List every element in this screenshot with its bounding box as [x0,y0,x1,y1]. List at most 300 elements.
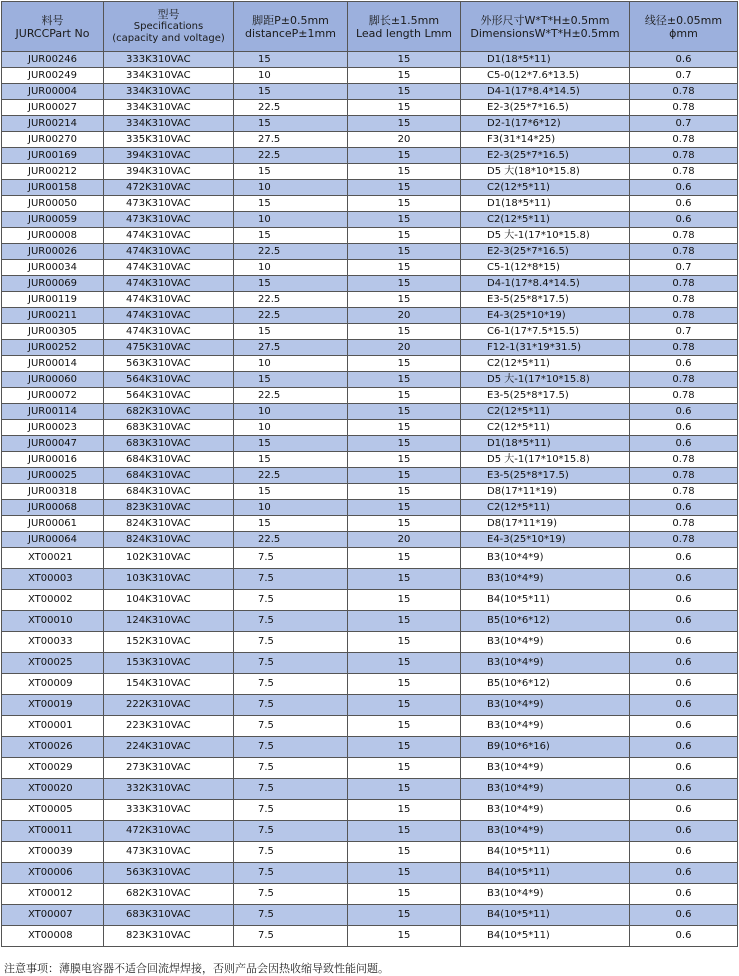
dimensions-cell: B4(10*5*11) [461,590,630,611]
wire-diameter-cell: 0.78 [630,452,738,468]
spec-cell: 474K310VAC [104,292,234,308]
pin-distance-cell: 7.5 [234,548,348,569]
lead-length-cell: 15 [348,276,461,292]
table-row [2,164,738,180]
dimensions-cell: D5 大-1(17*10*15.8) [461,452,630,468]
wire-diameter-cell: 0.6 [630,674,738,695]
spec-cell: 564K310VAC [104,388,234,404]
table-row [2,516,738,532]
lead-length-cell: 15 [348,548,461,569]
lead-length-cell: 15 [348,388,461,404]
dimensions-cell: B3(10*4*9) [461,569,630,590]
lead-length-cell: 15 [348,244,461,260]
lead-length-cell: 15 [348,716,461,737]
dimensions-cell: D5 大-1(17*10*15.8) [461,372,630,388]
dimensions-cell: E2-3(25*7*16.5) [461,148,630,164]
pin-distance-cell: 10 [234,212,348,228]
wire-diameter-cell: 0.78 [630,276,738,292]
dimensions-cell: C2(12*5*11) [461,356,630,372]
pin-distance-cell: 7.5 [234,758,348,779]
spec-cell: 334K310VAC [104,100,234,116]
dimensions-cell: B3(10*4*9) [461,548,630,569]
lead-length-cell: 15 [348,842,461,863]
spec-cell: 152K310VAC [104,632,234,653]
table-row [2,180,738,196]
wire-diameter-cell: 0.6 [630,716,738,737]
part-no-cell: JUR00061 [2,516,104,532]
table-row [2,420,738,436]
dimensions-cell: B3(10*4*9) [461,653,630,674]
lead-length-cell: 15 [348,180,461,196]
part-no-cell: JUR00069 [2,276,104,292]
spec-cell: 222K310VAC [104,695,234,716]
table-row [2,737,738,758]
dimensions-cell: B4(10*5*11) [461,926,630,947]
pin-distance-cell: 22.5 [234,308,348,324]
lead-length-cell: 15 [348,52,461,68]
table-row [2,695,738,716]
spec-cell: 563K310VAC [104,863,234,884]
part-no-cell: JUR00119 [2,292,104,308]
dimensions-cell: B3(10*4*9) [461,884,630,905]
spec-cell: 474K310VAC [104,276,234,292]
spec-cell: 683K310VAC [104,905,234,926]
spec-cell: 334K310VAC [104,68,234,84]
table-row [2,356,738,372]
wire-diameter-cell: 0.7 [630,116,738,132]
spec-cell: 333K310VAC [104,800,234,821]
dimensions-cell: D4-1(17*8.4*14.5) [461,84,630,100]
dimensions-cell: E3-5(25*8*17.5) [461,468,630,484]
dimensions-cell: F3(31*14*25) [461,132,630,148]
pin-distance-cell: 22.5 [234,388,348,404]
dimensions-cell: B5(10*6*12) [461,611,630,632]
pin-distance-cell: 7.5 [234,611,348,632]
header-part-no-en: JURCCPart No [15,26,90,40]
pin-distance-cell: 7.5 [234,842,348,863]
header-spec-cn: 型号 [157,8,180,21]
pin-distance-cell: 15 [234,324,348,340]
table-row [2,68,738,84]
part-no-cell: XT00012 [2,884,104,905]
pin-distance-cell: 7.5 [234,632,348,653]
capacitor-spec-table [1,1,738,947]
part-no-cell: JUR00072 [2,388,104,404]
part-no-cell: JUR00249 [2,68,104,84]
part-no-cell: JUR00169 [2,148,104,164]
header-part-no-cn: 料号 [41,13,64,27]
part-no-cell: XT00021 [2,548,104,569]
dimensions-cell: C2(12*5*11) [461,420,630,436]
lead-length-cell: 15 [348,164,461,180]
spec-cell: 474K310VAC [104,308,234,324]
lead-length-cell: 15 [348,632,461,653]
table-row [2,632,738,653]
table-row [2,779,738,800]
wire-diameter-cell: 0.6 [630,695,738,716]
lead-length-cell: 15 [348,905,461,926]
lead-length-cell: 15 [348,324,461,340]
part-no-cell: XT00003 [2,569,104,590]
part-no-cell: JUR00158 [2,180,104,196]
wire-diameter-cell: 0.78 [630,516,738,532]
wire-diameter-cell: 0.6 [630,800,738,821]
header-dimensions-cn: 外形尺寸W*T*H±0.5mm [480,13,610,27]
part-no-cell: XT00001 [2,716,104,737]
pin-distance-cell: 10 [234,500,348,516]
lead-length-cell: 15 [348,292,461,308]
part-no-cell: JUR00034 [2,260,104,276]
spec-cell: 474K310VAC [104,228,234,244]
spec-cell: 824K310VAC [104,516,234,532]
part-no-cell: XT00011 [2,821,104,842]
part-no-cell: JUR00305 [2,324,104,340]
lead-length-cell: 15 [348,356,461,372]
lead-length-cell: 15 [348,436,461,452]
table-row [2,132,738,148]
spec-cell: 474K310VAC [104,324,234,340]
part-no-cell: JUR00025 [2,468,104,484]
wire-diameter-cell: 0.78 [630,292,738,308]
spec-cell: 223K310VAC [104,716,234,737]
lead-length-cell: 15 [348,404,461,420]
lead-length-cell: 15 [348,372,461,388]
spec-cell: 473K310VAC [104,842,234,863]
lead-length-cell: 15 [348,516,461,532]
dimensions-cell: D1(18*5*11) [461,436,630,452]
header-pin-distance-en: distanceP±1mm [245,26,336,40]
part-no-cell: JUR00214 [2,116,104,132]
lead-length-cell: 15 [348,758,461,779]
pin-distance-cell: 7.5 [234,737,348,758]
wire-diameter-cell: 0.78 [630,468,738,484]
pin-distance-cell: 15 [234,276,348,292]
header-lead-length-en: Lead length Lmm [355,26,453,40]
part-no-cell: XT00005 [2,800,104,821]
dimensions-cell: B5(10*6*12) [461,674,630,695]
wire-diameter-cell: 0.6 [630,905,738,926]
spec-cell: 823K310VAC [104,500,234,516]
dimensions-cell: B4(10*5*11) [461,863,630,884]
table-row [2,653,738,674]
pin-distance-cell: 22.5 [234,532,348,548]
part-no-cell: JUR00211 [2,308,104,324]
header-dimensions-en: DimensionsW*T*H±0.5mm [470,26,620,40]
wire-diameter-cell: 0.6 [630,196,738,212]
part-no-cell: JUR00014 [2,356,104,372]
wire-diameter-cell: 0.78 [630,388,738,404]
pin-distance-cell: 15 [234,516,348,532]
part-no-cell: XT00026 [2,737,104,758]
wire-diameter-cell: 0.6 [630,356,738,372]
pin-distance-cell: 7.5 [234,653,348,674]
wire-diameter-cell: 0.78 [630,532,738,548]
lead-length-cell: 15 [348,569,461,590]
spec-cell: 472K310VAC [104,180,234,196]
wire-diameter-cell: 0.78 [630,228,738,244]
wire-diameter-cell: 0.78 [630,484,738,500]
table-row [2,548,738,569]
spec-cell: 564K310VAC [104,372,234,388]
pin-distance-cell: 15 [234,484,348,500]
dimensions-cell: C5-0(12*7.6*13.5) [461,68,630,84]
lead-length-cell: 20 [348,340,461,356]
pin-distance-cell: 10 [234,356,348,372]
table-row [2,116,738,132]
pin-distance-cell: 7.5 [234,926,348,947]
part-no-cell: XT00039 [2,842,104,863]
wire-diameter-cell: 0.6 [630,653,738,674]
spec-cell: 563K310VAC [104,356,234,372]
wire-diameter-cell: 0.78 [630,372,738,388]
part-no-cell: JUR00026 [2,244,104,260]
lead-length-cell: 15 [348,116,461,132]
part-no-cell: JUR00318 [2,484,104,500]
wire-diameter-cell: 0.78 [630,132,738,148]
lead-length-cell: 15 [348,884,461,905]
pin-distance-cell: 10 [234,260,348,276]
dimensions-cell: B4(10*5*11) [461,842,630,863]
table-row [2,84,738,100]
part-no-cell: XT00006 [2,863,104,884]
dimensions-cell: E3-5(25*8*17.5) [461,292,630,308]
wire-diameter-cell: 0.6 [630,404,738,420]
part-no-cell: XT00019 [2,695,104,716]
pin-distance-cell: 22.5 [234,148,348,164]
part-no-cell: JUR00023 [2,420,104,436]
pin-distance-cell: 7.5 [234,884,348,905]
table-row [2,590,738,611]
part-no-cell: JUR00050 [2,196,104,212]
wire-diameter-cell: 0.6 [630,842,738,863]
dimensions-cell: B3(10*4*9) [461,779,630,800]
header-lead-length [348,2,461,52]
pin-distance-cell: 7.5 [234,821,348,842]
spec-cell: 475K310VAC [104,340,234,356]
spec-cell: 474K310VAC [104,244,234,260]
table-row [2,340,738,356]
table-row [2,863,738,884]
pin-distance-cell: 7.5 [234,779,348,800]
dimensions-cell: C2(12*5*11) [461,180,630,196]
lead-length-cell: 15 [348,484,461,500]
table-row [2,468,738,484]
table-row [2,800,738,821]
lead-length-cell: 15 [348,84,461,100]
spec-cell: 273K310VAC [104,758,234,779]
spec-cell: 333K310VAC [104,52,234,68]
table-row [2,52,738,68]
lead-length-cell: 15 [348,420,461,436]
dimensions-cell: C2(12*5*11) [461,500,630,516]
table-row [2,452,738,468]
lead-length-cell: 15 [348,611,461,632]
lead-length-cell: 15 [348,100,461,116]
lead-length-cell: 15 [348,674,461,695]
pin-distance-cell: 7.5 [234,695,348,716]
part-no-cell: JUR00252 [2,340,104,356]
part-no-cell: XT00008 [2,926,104,947]
dimensions-cell: C2(12*5*11) [461,404,630,420]
part-no-cell: JUR00060 [2,372,104,388]
dimensions-cell: B3(10*4*9) [461,758,630,779]
part-no-cell: JUR00016 [2,452,104,468]
spec-cell: 224K310VAC [104,737,234,758]
lead-length-cell: 15 [348,590,461,611]
lead-length-cell: 15 [348,500,461,516]
lead-length-cell: 20 [348,308,461,324]
spec-cell: 473K310VAC [104,196,234,212]
part-no-cell: JUR00114 [2,404,104,420]
dimensions-cell: B3(10*4*9) [461,716,630,737]
dimensions-cell: E4-3(25*10*19) [461,308,630,324]
table-row [2,842,738,863]
lead-length-cell: 15 [348,800,461,821]
wire-diameter-cell: 0.6 [630,758,738,779]
dimensions-cell: D2-1(17*6*12) [461,116,630,132]
dimensions-cell: E4-3(25*10*19) [461,532,630,548]
table-header-row [2,2,738,52]
part-no-cell: XT00007 [2,905,104,926]
lead-length-cell: 15 [348,260,461,276]
lead-length-cell: 15 [348,695,461,716]
spec-cell: 683K310VAC [104,420,234,436]
part-no-cell: JUR00246 [2,52,104,68]
table-row [2,716,738,737]
wire-diameter-cell: 0.7 [630,68,738,84]
table-row [2,212,738,228]
pin-distance-cell: 15 [234,52,348,68]
part-no-cell: JUR00068 [2,500,104,516]
header-pin-distance [234,2,348,52]
wire-diameter-cell: 0.78 [630,148,738,164]
dimensions-cell: D5 大-1(17*10*15.8) [461,228,630,244]
table-row [2,148,738,164]
pin-distance-cell: 10 [234,404,348,420]
dimensions-cell: B9(10*6*16) [461,737,630,758]
spec-cell: 153K310VAC [104,653,234,674]
lead-length-cell: 15 [348,926,461,947]
pin-distance-cell: 10 [234,68,348,84]
spec-cell: 682K310VAC [104,884,234,905]
pin-distance-cell: 15 [234,116,348,132]
wire-diameter-cell: 0.78 [630,164,738,180]
wire-diameter-cell: 0.6 [630,590,738,611]
wire-diameter-cell: 0.6 [630,737,738,758]
pin-distance-cell: 27.5 [234,340,348,356]
wire-diameter-cell: 0.78 [630,84,738,100]
table-row [2,308,738,324]
pin-distance-cell: 22.5 [234,244,348,260]
pin-distance-cell: 7.5 [234,590,348,611]
spec-cell: 684K310VAC [104,452,234,468]
footer-note: 注意事项：薄膜电容器不适合回流焊焊接，否则产品会因热收缩导致性能问题。 [4,962,389,975]
table-row [2,532,738,548]
table-row [2,500,738,516]
table-row [2,100,738,116]
spec-cell: 102K310VAC [104,548,234,569]
table-row [2,276,738,292]
wire-diameter-cell: 0.6 [630,212,738,228]
header-specifications [104,2,234,52]
pin-distance-cell: 15 [234,452,348,468]
dimensions-cell: B3(10*4*9) [461,800,630,821]
wire-diameter-cell: 0.6 [630,180,738,196]
wire-diameter-cell: 0.6 [630,52,738,68]
spec-cell: 683K310VAC [104,436,234,452]
dimensions-cell: D8(17*11*19) [461,516,630,532]
spec-cell: 684K310VAC [104,468,234,484]
lead-length-cell: 15 [348,68,461,84]
pin-distance-cell: 7.5 [234,905,348,926]
lead-length-cell: 20 [348,532,461,548]
part-no-cell: XT00010 [2,611,104,632]
part-no-cell: XT00033 [2,632,104,653]
spec-cell: 472K310VAC [104,821,234,842]
spec-cell: 332K310VAC [104,779,234,800]
lead-length-cell: 15 [348,737,461,758]
table-row [2,436,738,452]
pin-distance-cell: 7.5 [234,569,348,590]
header-wire-diameter-cn: 线径±0.05mm [644,13,723,27]
spec-cell: 823K310VAC [104,926,234,947]
pin-distance-cell: 7.5 [234,716,348,737]
pin-distance-cell: 22.5 [234,100,348,116]
part-no-cell: JUR00004 [2,84,104,100]
part-no-cell: XT00025 [2,653,104,674]
spec-cell: 682K310VAC [104,404,234,420]
lead-length-cell: 20 [348,132,461,148]
dimensions-cell: C5-1(12*8*15) [461,260,630,276]
lead-length-cell: 15 [348,228,461,244]
wire-diameter-cell: 0.6 [630,863,738,884]
header-wire-diameter [630,2,738,52]
spec-cell: 824K310VAC [104,532,234,548]
wire-diameter-cell: 0.6 [630,884,738,905]
table-body [2,52,738,947]
wire-diameter-cell: 0.7 [630,324,738,340]
pin-distance-cell: 15 [234,228,348,244]
header-dimensions [461,2,630,52]
wire-diameter-cell: 0.6 [630,500,738,516]
wire-diameter-cell: 0.78 [630,244,738,260]
pin-distance-cell: 15 [234,372,348,388]
dimensions-cell: F12-1(31*19*31.5) [461,340,630,356]
spec-cell: 334K310VAC [104,116,234,132]
pin-distance-cell: 10 [234,180,348,196]
header-lead-length-cn: 脚长±1.5mm [368,13,440,27]
wire-diameter-cell: 0.7 [630,260,738,276]
spec-cell: 394K310VAC [104,164,234,180]
table-row [2,388,738,404]
header-part-no [2,2,104,52]
spec-cell: 684K310VAC [104,484,234,500]
lead-length-cell: 15 [348,779,461,800]
wire-diameter-cell: 0.6 [630,420,738,436]
header-wire-diameter-en: ϕmm [669,26,698,40]
dimensions-cell: D4-1(17*8.4*14.5) [461,276,630,292]
pin-distance-cell: 7.5 [234,800,348,821]
table-row [2,884,738,905]
dimensions-cell: B3(10*4*9) [461,821,630,842]
table-row [2,569,738,590]
table-row [2,821,738,842]
lead-length-cell: 15 [348,863,461,884]
wire-diameter-cell: 0.78 [630,100,738,116]
lead-length-cell: 15 [348,468,461,484]
header-spec-en-sub: (capacity and voltage) [112,33,225,44]
part-no-cell: XT00029 [2,758,104,779]
